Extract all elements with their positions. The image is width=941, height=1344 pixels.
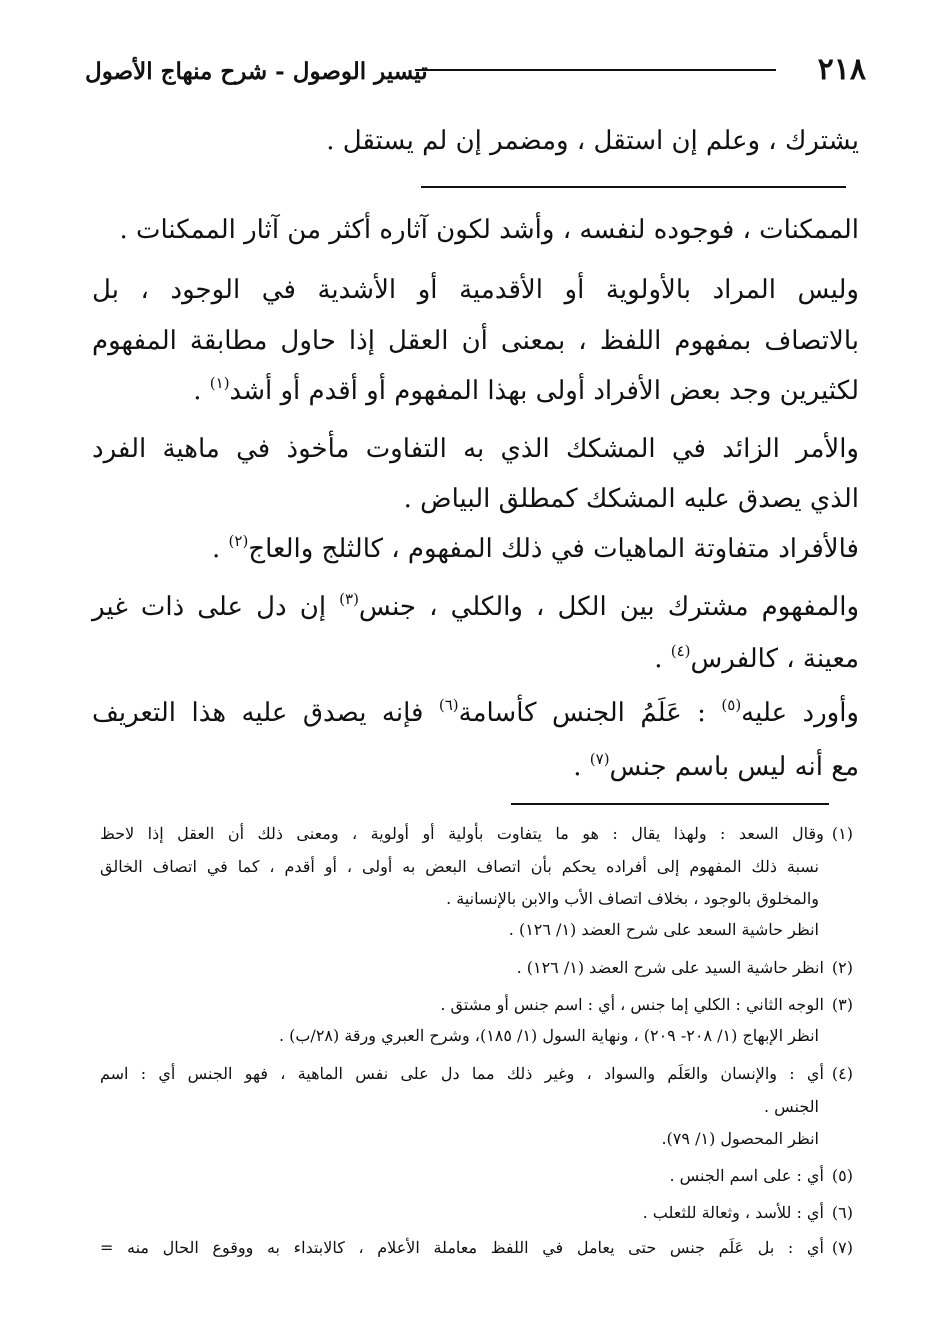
main-text-line <box>212 534 859 564</box>
main-text-line <box>92 698 859 728</box>
main-text: فالأفراد متفاوتة الماهيات في ذلك المفهوم ، كالثلج والعاج <box>248 534 859 564</box>
footnote-1 <box>100 824 853 843</box>
footnote-number: (٢) <box>831 958 853 977</box>
header-rule <box>415 69 776 71</box>
footnote-text: أي : على اسم الجنس . <box>669 1166 824 1185</box>
footnote-text: وقال السعد : ولهذا يقال : هو ما يتفاوت بأولية أو أولوية ، ومعنى ذلك أن العقل إذا لاحظ <box>100 824 824 843</box>
main-text-line: بالاتصاف بمفهوم اللفظ ، بمعنى أن العقل إذا حاول مطابقة المفهوم <box>92 326 859 356</box>
footnote-7 <box>100 1238 853 1257</box>
main-text-line: يشترك ، وعلم إن استقل ، ومضمر إن لم يستقل . <box>326 126 859 156</box>
main-text: : عَلَمُ الجنس كأسامة <box>458 698 722 728</box>
main-text: فإنه يصدق عليه هذا التعريف <box>92 698 439 728</box>
footnote-text: انظر حاشية السيد على شرح العضد (١/ ١٢٦) . <box>516 958 824 977</box>
footnote-number: (٣) <box>831 995 853 1014</box>
page-number: ٢١٨ <box>817 52 866 87</box>
main-text-line: الممكنات ، فوجوده لنفسه ، وأشد لكون آثاره أكثر من آثار الممكنات . <box>119 215 859 245</box>
page-header <box>85 52 866 92</box>
main-text-line <box>573 752 859 782</box>
footnote-text: الجنس . <box>763 1097 819 1116</box>
footnote-number: (٤) <box>831 1064 853 1083</box>
footnote-text: انظر حاشية السعد على شرح العضد (١/ ١٢٦) . <box>508 920 819 939</box>
footnote-ref[interactable]: (٧) <box>589 750 610 768</box>
footnote-text: نسبة ذلك المفهوم إلى أفراده يحكم بأن اتصاف البعض به أولى ، أو أقدم ، كما في اتصاف الخالق <box>100 857 820 876</box>
main-text-line: الذي يصدق عليه المشكك كمطلق البياض . <box>403 484 859 514</box>
footnote-text: أي : بل عَلَم جنس حتى يعامل في اللفظ معاملة الأعلام ، كالابتداء به ووقوع الحال منه = <box>100 1238 824 1257</box>
footnote-ref[interactable]: (٥) <box>721 696 742 714</box>
main-text: مع أنه ليس باسم جنس <box>609 752 859 782</box>
main-text-line <box>654 644 859 674</box>
footnote-divider <box>511 803 829 805</box>
footnote-2 <box>517 958 853 977</box>
footnote-text: أي : للأسد ، وثعالة للثعلب . <box>642 1203 824 1222</box>
main-text: . <box>212 534 229 564</box>
main-text-line <box>193 376 859 406</box>
footnote-text: الوجه الثاني : الكلي إما جنس ، أي : اسم جنس أو مشتق . <box>440 995 824 1014</box>
footnote-ref[interactable]: (٤) <box>670 642 691 660</box>
footnote-text: انظر المحصول (١/ ٧٩). <box>661 1129 819 1148</box>
footnote-text: أي : والإنسان والعَلَم والسواد ، وغير ذلك مما دل على نفس الماهية ، فهو الجنس أي : اسم <box>100 1064 824 1083</box>
footnote-3 <box>440 995 853 1014</box>
footnote-text: والمخلوق بالوجود ، بخلاف اتصاف الأب والابن بالإنسانية . <box>446 889 819 908</box>
main-text-line: والأمر الزائد في المشكك الذي به التفاوت مأخوذ في ماهية الفرد <box>92 434 859 464</box>
main-text-line <box>92 592 859 622</box>
main-text-line: وليس المراد بالأولوية أو الأقدمية أو الأشدية في الوجود ، بل <box>92 275 859 305</box>
footnote-4 <box>100 1064 853 1083</box>
section-divider <box>421 186 846 188</box>
main-text: والمفهوم مشترك بين الكل ، والكلي ، جنس <box>358 592 860 622</box>
main-text: . <box>193 376 210 406</box>
footnote-ref[interactable]: (١) <box>209 374 230 392</box>
footnote-number: (٦) <box>831 1203 853 1222</box>
footnote-text: انظر الإبهاج (١/ ٢٠٨- ٢٠٩) ، ونهاية السول (١/ ١٨٥)، وشرح العبري ورقة (٢٨/ب) . <box>278 1026 819 1045</box>
main-text: لكثيرين وجد بعض الأفراد أولى بهذا المفهوم أو أقدم أو أشد <box>229 376 859 406</box>
footnote-5 <box>669 1166 853 1185</box>
main-text: معينة ، كالفرس <box>690 644 859 674</box>
main-text: إن دل على ذات غير <box>92 592 340 622</box>
footnote-6 <box>643 1203 853 1222</box>
footnote-ref[interactable]: (٦) <box>438 696 459 714</box>
footnote-number: (٥) <box>831 1166 853 1185</box>
running-title: تيسير الوصول - شرح منهاج الأصول <box>85 58 428 85</box>
main-text: وأورد عليه <box>741 698 859 728</box>
footnote-ref[interactable]: (٣) <box>339 590 359 608</box>
footnote-number: (١) <box>831 824 854 843</box>
footnote-ref[interactable]: (٢) <box>228 532 249 550</box>
footnote-number: (٧) <box>831 1238 853 1257</box>
main-text: . <box>573 752 590 782</box>
main-text: . <box>654 644 671 674</box>
